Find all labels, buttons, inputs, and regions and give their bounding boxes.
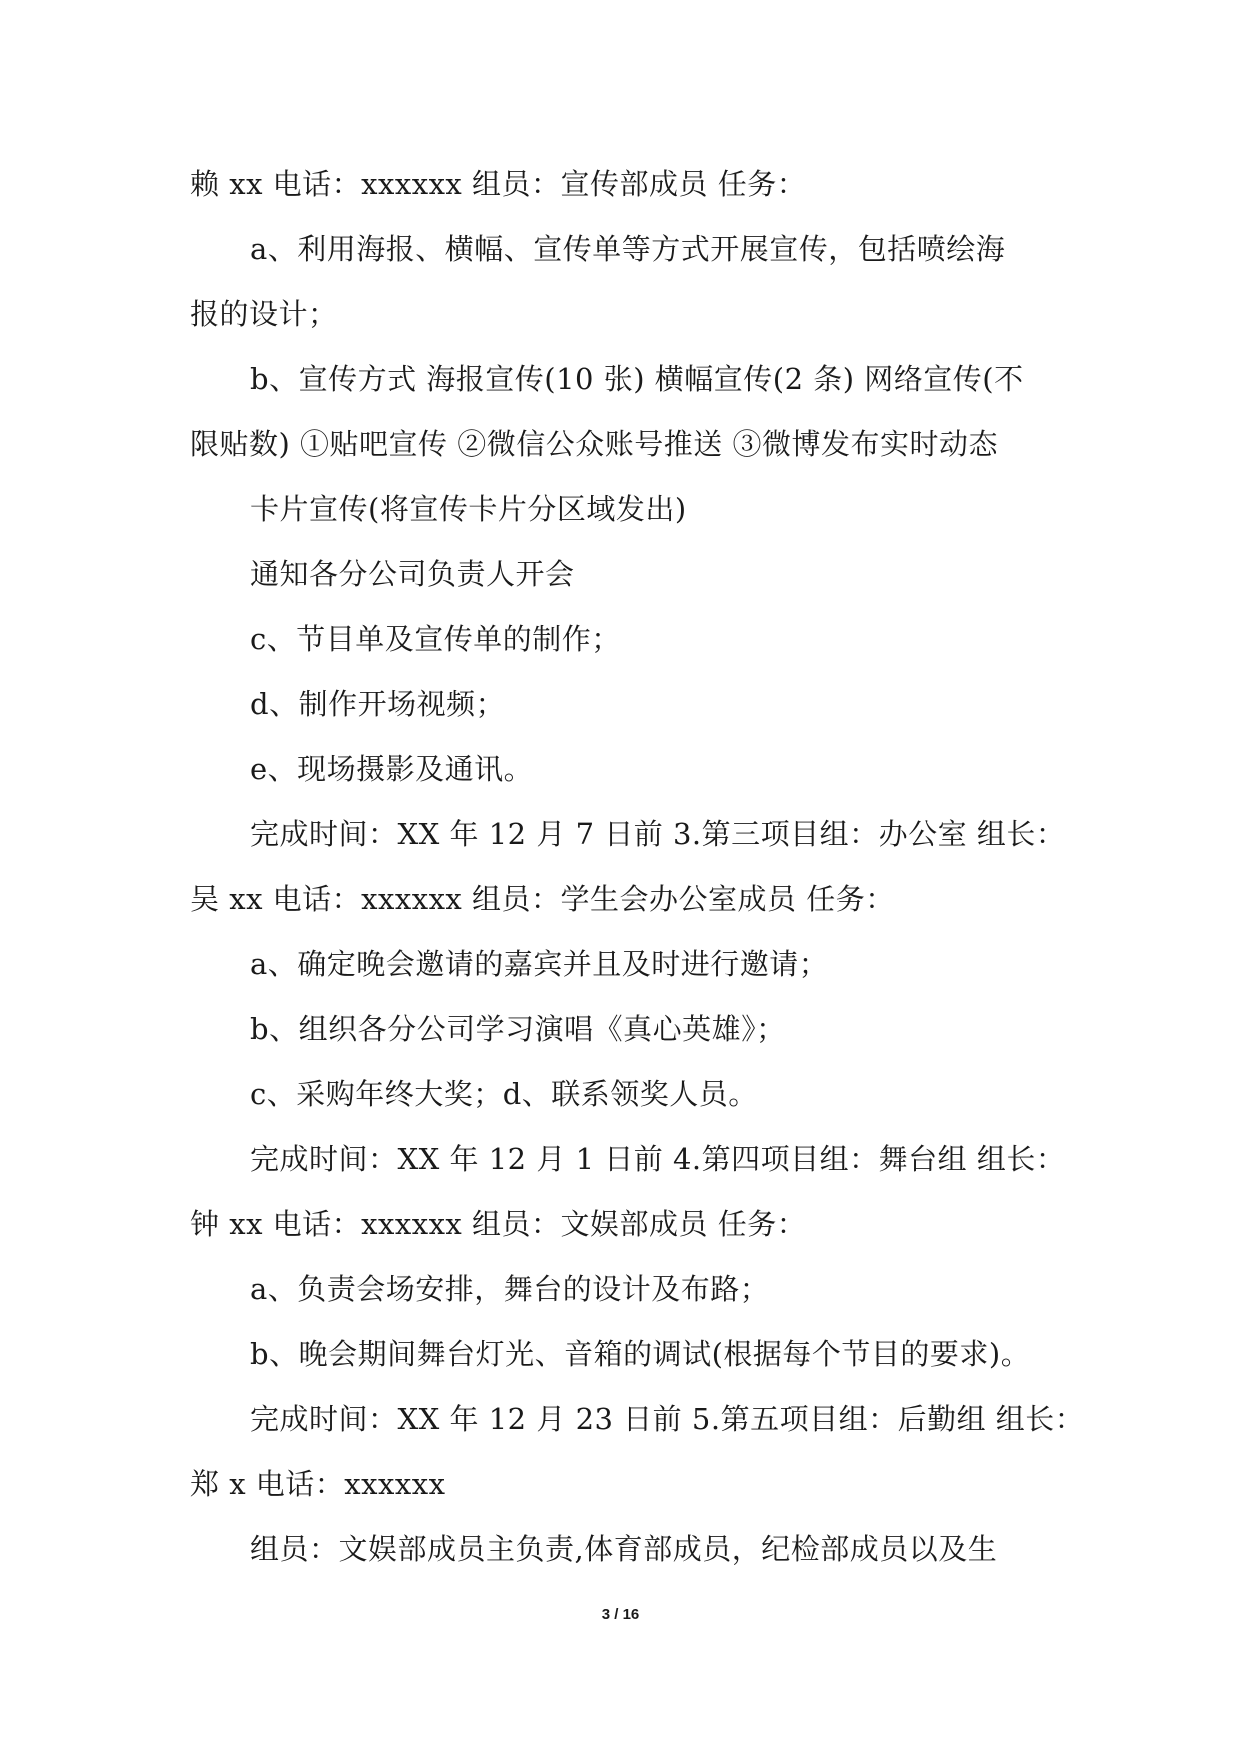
text-line: 吴 xx 电话：xxxxxx 组员：学生会办公室成员 任务： xyxy=(190,882,895,916)
text-line: 郑 x 电话：xxxxxx xyxy=(190,1467,446,1501)
text-line: 完成时间：XX 年 12 月 23 日前 5.第五项目组：后勤组 组长： xyxy=(250,1402,1085,1436)
document-body xyxy=(190,152,1085,1582)
text-line: 组员：文娱部成员主负责,体育部成员，纪检部成员以及生 xyxy=(250,1532,998,1566)
text-line: 钟 xx 电话：xxxxxx 组员：文娱部成员 任务： xyxy=(190,1207,807,1241)
text-line: c、节目单及宣传单的制作； xyxy=(250,622,621,656)
text-line: d、制作开场视频； xyxy=(250,687,506,721)
text-line: b、宣传方式 海报宣传(10 张) 横幅宣传(2 条) 网络宣传(不 xyxy=(250,362,1024,396)
text-line: b、晚会期间舞台灯光、音箱的调试(根据每个节目的要求)。 xyxy=(250,1337,1031,1371)
text-line: 完成时间：XX 年 12 月 1 日前 4.第四项目组：舞台组 组长： xyxy=(250,1142,1066,1176)
page-number: 3 / 16 xyxy=(601,1606,640,1623)
text-line: 卡片宣传(将宣传卡片分区域发出) xyxy=(250,492,687,526)
text-line: 限贴数) ①贴吧宣传 ②微信公众账号推送 ③微博发布实时动态 xyxy=(190,427,998,461)
text-line: e、现场摄影及通讯。 xyxy=(250,752,534,786)
text-line: a、负责会场安排，舞台的设计及布路； xyxy=(250,1272,770,1306)
text-line: 完成时间：XX 年 12 月 7 日前 3.第三项目组：办公室 组长： xyxy=(250,817,1066,851)
text-line: b、组织各分公司学习演唱《真心英雄》； xyxy=(250,1012,786,1046)
text-line: 赖 xx 电话：xxxxxx 组员：宣传部成员 任务： xyxy=(190,167,807,201)
text-line: a、利用海报、横幅、宣传单等方式开展宣传，包括喷绘海 xyxy=(250,232,1006,266)
text-line: a、确定晚会邀请的嘉宾并且及时进行邀请； xyxy=(250,947,829,981)
text-line: 通知各分公司负责人开会 xyxy=(250,557,575,591)
text-line: c、采购年终大奖；d、联系领奖人员。 xyxy=(250,1077,758,1111)
text-line: 报的设计； xyxy=(190,297,338,331)
